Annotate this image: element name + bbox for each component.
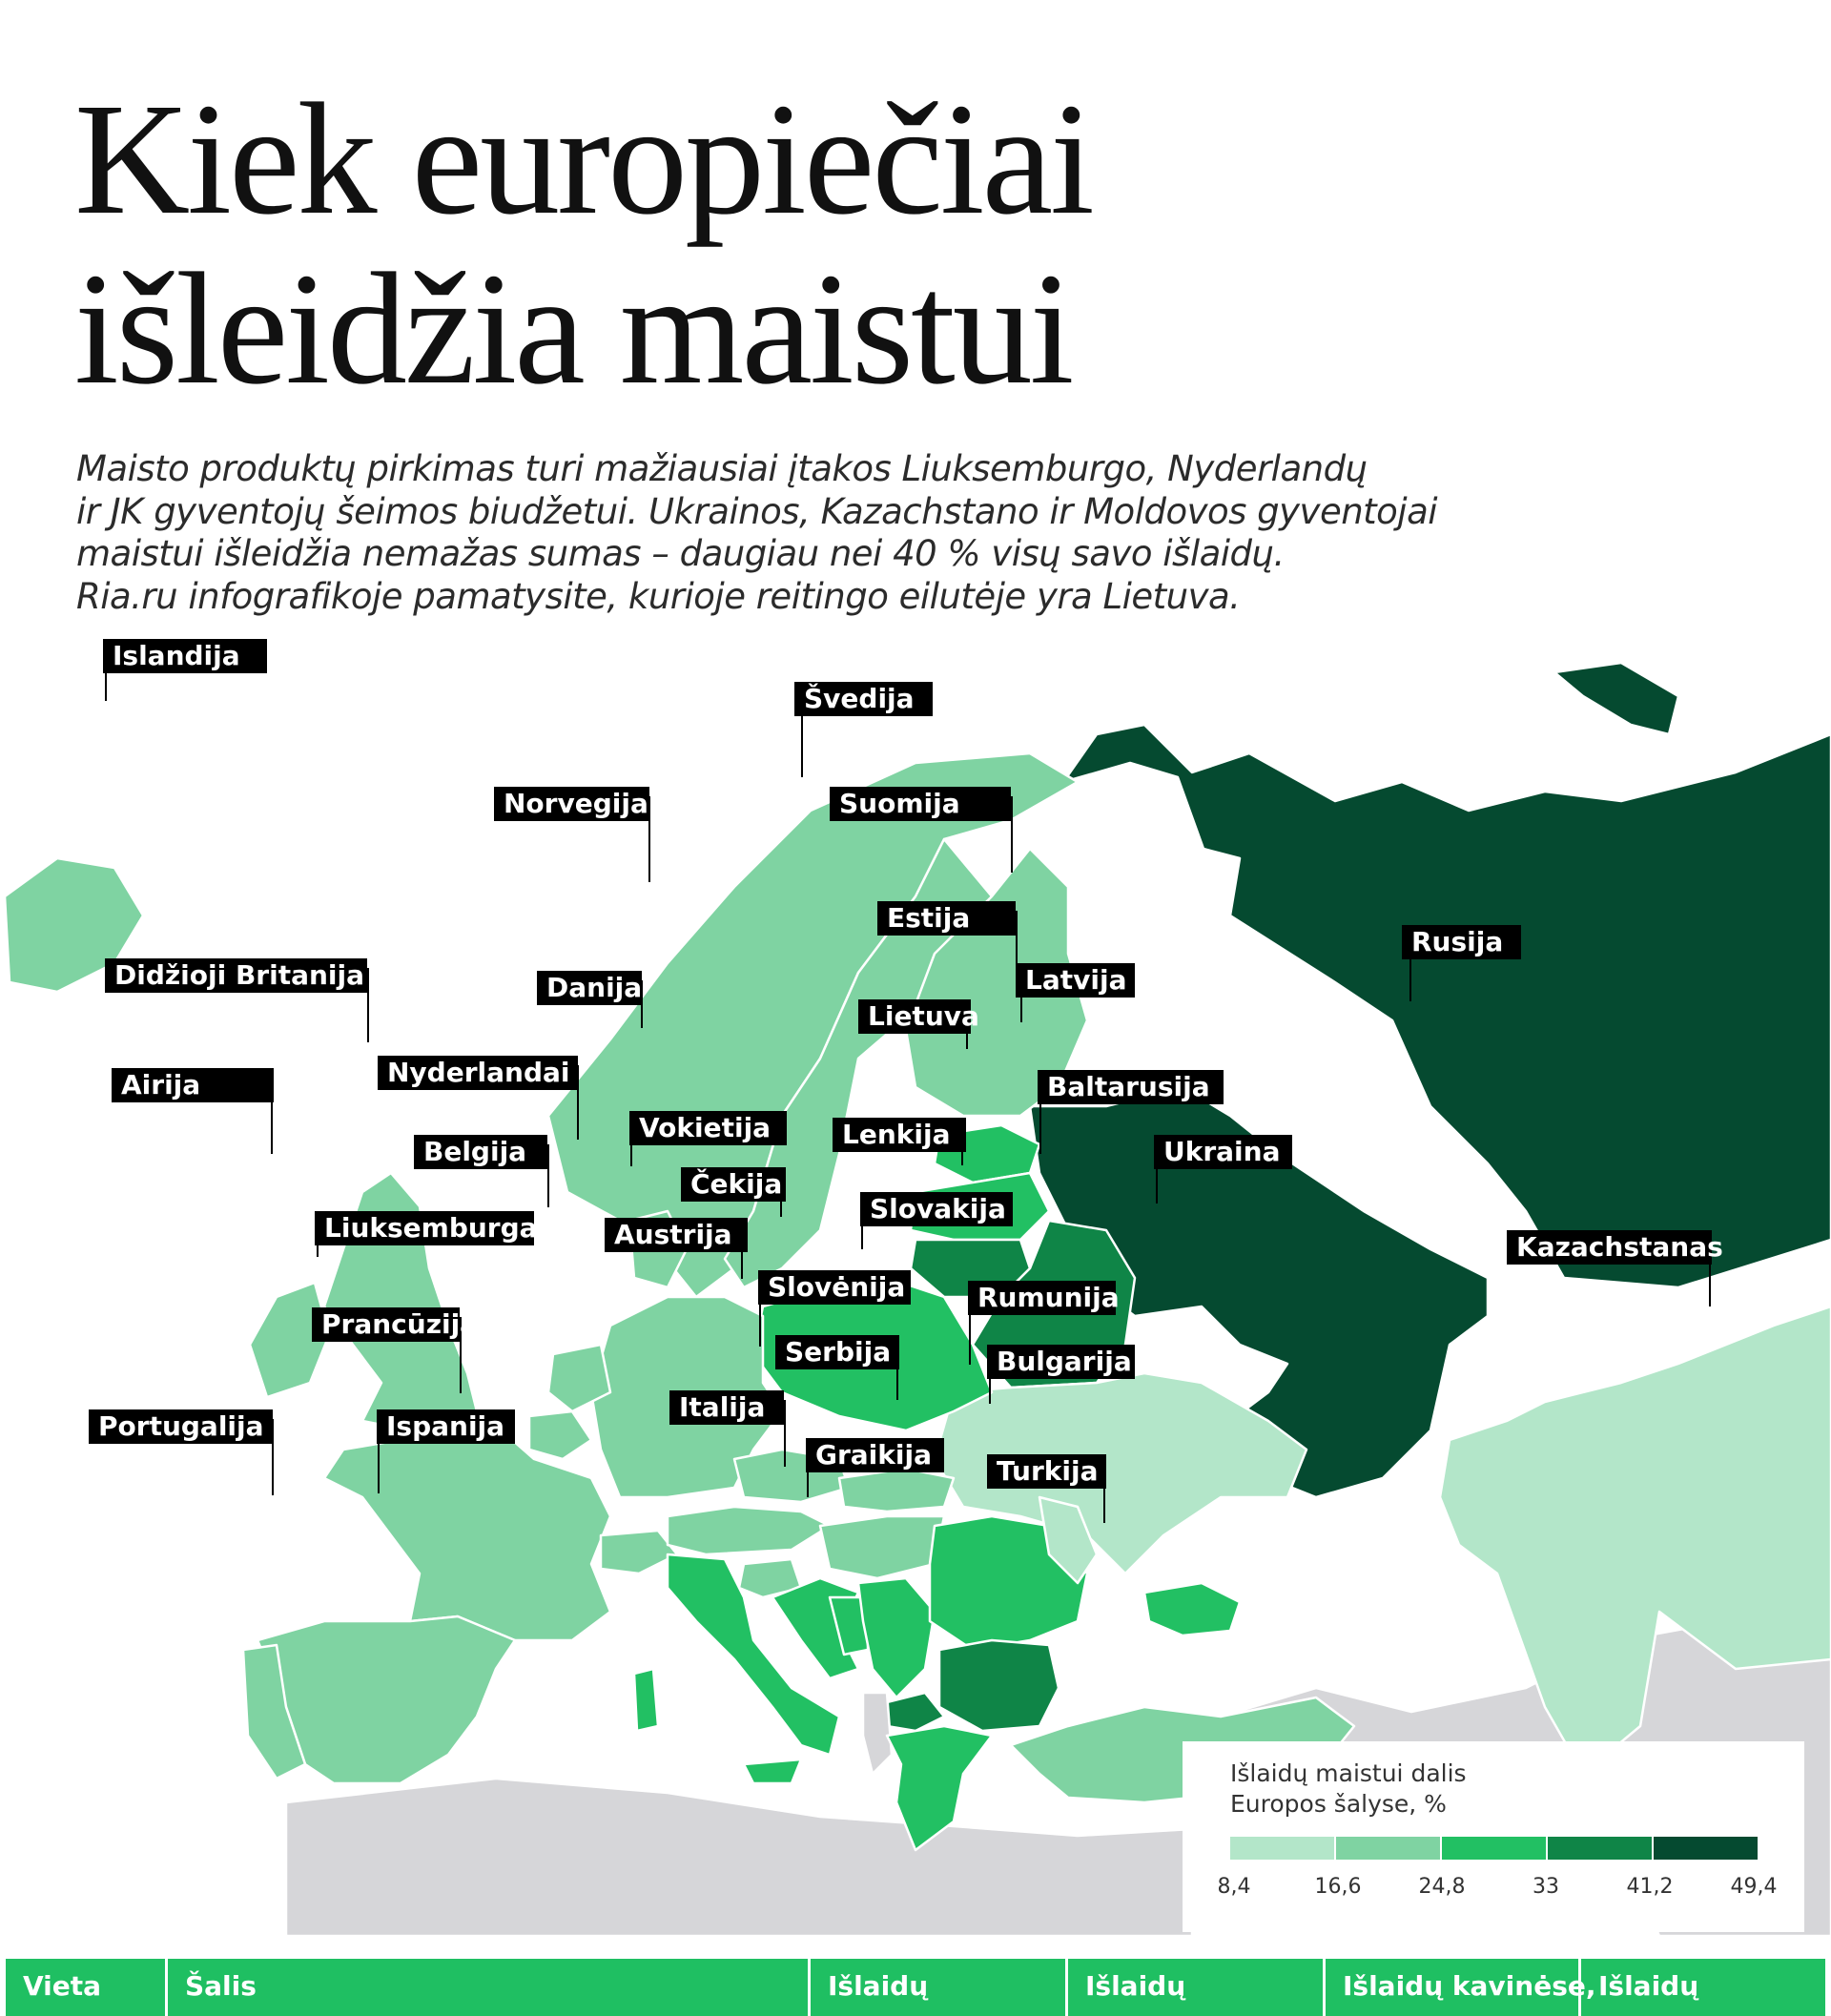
label-text: Norvegija	[504, 788, 648, 819]
label-text: Bulgarija	[997, 1346, 1132, 1377]
label-leader-line	[547, 1144, 549, 1207]
legend-tick: 33	[1533, 1875, 1559, 1899]
label-text: Ispanija	[386, 1410, 505, 1442]
label-text: Serbija	[785, 1336, 892, 1368]
legend-swatch	[1652, 1837, 1758, 1860]
label-text: Baltarusija	[1047, 1071, 1210, 1102]
label-text: Nyderlandai	[387, 1057, 570, 1088]
legend-title-line-2: Europos šalyse, %	[1230, 1790, 1447, 1818]
label-text: Čekija	[690, 1168, 783, 1200]
intro-line-2: ir JK gyventojų šeimos biudžetui. Ukrainos, Kazachstano ir Moldovos gyventojai	[76, 490, 1438, 532]
legend-tick: 24,8	[1418, 1875, 1466, 1899]
label-text: Slovakija	[870, 1193, 1006, 1224]
column-header-islaidu-3[interactable]: Išlaidų	[1598, 1970, 1699, 2002]
label-text: Liuksemburgas	[324, 1212, 554, 1244]
label-text: Belgija	[423, 1136, 527, 1167]
label-text: Vokietija	[639, 1112, 771, 1143]
label-text: Didžioji Britanija	[114, 959, 365, 991]
legend-tick: 8,4	[1217, 1875, 1251, 1899]
label-text: Graikija	[815, 1439, 932, 1471]
label-text: Slovėnija	[768, 1271, 906, 1303]
intro-line-4: Ria.ru infografikoje pamatysite, kurioje reitingo eilutėje yra Lietuva.	[76, 575, 1241, 617]
label-text: Ukraina	[1163, 1136, 1281, 1167]
legend-tick: 49,4	[1730, 1875, 1778, 1899]
legend-ticks	[1217, 1875, 1780, 1903]
label-text: Kazachstanas	[1516, 1231, 1723, 1263]
label-text: Turkija	[997, 1455, 1099, 1487]
label-text: Rusija	[1411, 926, 1504, 957]
legend-color-scale	[1230, 1837, 1758, 1860]
legend-swatch	[1440, 1837, 1546, 1860]
legend-title-line-1: Išlaidų maistui dalis	[1230, 1759, 1467, 1787]
intro-paragraph	[76, 448, 1488, 618]
legend-title	[1230, 1759, 1467, 1820]
title-line-2: išleidžia maistui	[74, 240, 1072, 418]
label-leader-line	[1016, 911, 1018, 968]
label-text: Lenkija	[842, 1119, 951, 1150]
intro-line-1: Maisto produktų pirkimas turi mažiausiai įtakos Liuksemburgo, Nyderlandų	[76, 448, 1368, 489]
legend-swatch	[1546, 1837, 1652, 1860]
label-text: Rumunija	[977, 1282, 1120, 1313]
legend-swatch	[1334, 1837, 1440, 1860]
page-title	[74, 71, 1092, 418]
label-text: Švedija	[804, 683, 915, 714]
label-leader-line	[1011, 796, 1013, 873]
region-bulgaria	[939, 1640, 1059, 1731]
legend-swatch	[1230, 1837, 1334, 1860]
region-slovakia	[839, 1469, 954, 1512]
title-line-1: Kiek europiečiai	[74, 71, 1092, 248]
legend-tick: 16,6	[1314, 1875, 1362, 1899]
column-header-islaidu-2[interactable]: Išlaidų	[1068, 1959, 1326, 2016]
label-text: Latvija	[1025, 964, 1127, 996]
label-text: Lietuva	[868, 1000, 979, 1032]
intro-line-3: maistui išleidžia nemažas sumas – daugiau nei 40 % visų savo išlaidų.	[76, 533, 1285, 574]
column-header-vieta[interactable]: Vieta	[6, 1959, 168, 2016]
label-text: Suomija	[839, 788, 960, 819]
label-text: Islandija	[113, 640, 240, 671]
label-text: Airija	[121, 1069, 201, 1101]
column-header-salis[interactable]: Šalis	[168, 1959, 811, 2016]
label-text: Danija	[546, 972, 643, 1003]
label-text: Portugalija	[98, 1410, 264, 1442]
region-sardinia	[634, 1669, 658, 1731]
column-header-islaidu-kavinese[interactable]: Išlaidų kavinėse,	[1326, 1959, 1581, 2016]
label-text: Austrija	[614, 1219, 732, 1250]
label-leader-line	[784, 1400, 786, 1467]
label-leader-line	[367, 968, 369, 1042]
legend-tick: 41,2	[1626, 1875, 1674, 1899]
region-sicily	[744, 1759, 801, 1783]
map-legend	[1183, 1741, 1804, 1932]
column-header-islaidu-1[interactable]: Išlaidų	[811, 1959, 1068, 2016]
label-text: Italija	[679, 1391, 766, 1423]
table-header-row	[6, 1959, 1825, 2016]
label-text: Estija	[887, 902, 971, 934]
label-text: Prancūzija	[321, 1308, 479, 1340]
